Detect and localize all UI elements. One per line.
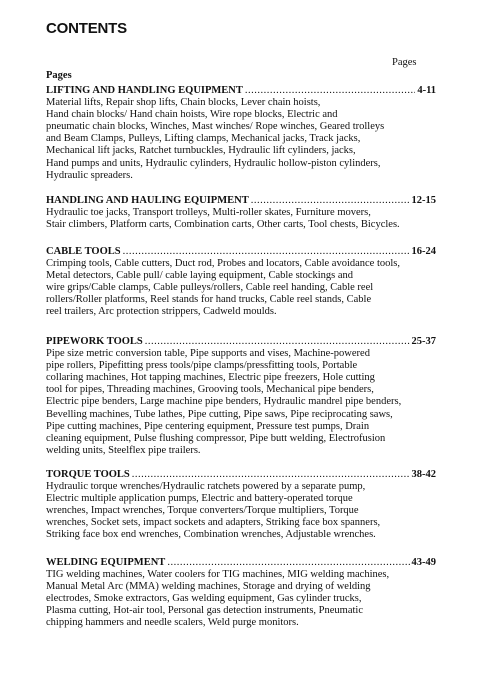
- section-heading[interactable]: [46, 195, 436, 207]
- leader-dots: [245, 85, 415, 97]
- page-range: 43-49: [411, 557, 436, 568]
- page-title: CONTENTS: [46, 20, 127, 37]
- description-line: cleaning equipment, Pulse flushing compressor, Pipe butt welding, Electrofusion: [46, 432, 386, 444]
- description-line: Crimping tools, Cable cutters, Duct rod, Probes and locators, Cable avoidance tools,: [46, 258, 401, 270]
- description-line: rollers/Roller platforms, Reel stands for hand trucks, Cable reel stands, Cable: [46, 294, 372, 306]
- description-line: chipping hammers and needle scalers, Weld purge monitors.: [46, 617, 299, 629]
- section-torque-tools: [46, 469, 436, 542]
- description-line: pneumatic chain blocks, Winches, Mast winches/ Rope winches, Geared trolleys: [46, 121, 385, 133]
- description-line: Manual Metal Arc (MMA) welding machines, Storage and drying of welding: [46, 581, 371, 593]
- leader-dots: [123, 246, 410, 258]
- section-title: LIFTING AND HANDLING EQUIPMENT: [46, 85, 243, 96]
- section-heading[interactable]: [46, 557, 436, 569]
- section-cable-tools: [46, 246, 436, 319]
- page-range: 12-15: [411, 195, 436, 206]
- section-pipework-tools: [46, 336, 436, 457]
- section-heading[interactable]: [46, 336, 436, 348]
- section-lifting-handling: [46, 85, 436, 182]
- section-description: [46, 569, 436, 629]
- description-line: Hydraulic spreaders.: [46, 169, 133, 181]
- section-welding-equipment: [46, 557, 436, 630]
- leader-dots: [145, 336, 410, 348]
- pages-column-label: Pages: [392, 57, 417, 68]
- description-line: and Beam Clamps, Pulleys, Lifting clamps, Mechanical jacks, Track jacks,: [46, 133, 361, 145]
- description-line: Stair climbers, Platform carts, Combination carts, Other carts, Tool chests, Bicycles.: [46, 219, 400, 231]
- leader-dots: [132, 469, 410, 481]
- description-line: wrenches, Socket sets, impact sockets and adapters, Striking face box spanners,: [46, 517, 381, 529]
- description-line: collaring machines, Hot tapping machines, Electric pipe freezers, Hole cutting: [46, 372, 375, 384]
- description-line: Metal detectors, Cable pull/ cable laying equipment, Cable stockings and: [46, 270, 354, 282]
- section-title: TORQUE TOOLS: [46, 469, 130, 480]
- section-handling-hauling: [46, 195, 436, 231]
- description-line: Hydraulic torque wrenches/Hydraulic ratchets powered by a separate pump,: [46, 481, 366, 493]
- section-title: PIPEWORK TOOLS: [46, 336, 143, 347]
- leader-dots: [167, 557, 409, 569]
- section-description: [46, 207, 436, 231]
- section-description: [46, 481, 436, 541]
- page-range: 38-42: [411, 469, 436, 480]
- description-line: Mechanical lift jacks, Ratchet turnbuckles, Hydraulic lift cylinders, jacks,: [46, 145, 356, 157]
- page-range: 16-24: [411, 246, 436, 257]
- description-line: wire grips/Cable clamps, Cable pulleys/rollers, Cable reel handing, Cable reel: [46, 282, 374, 294]
- description-line: pipe rollers, Pipefitting press tools/pipe clamps/pressfitting tools, Portable: [46, 360, 358, 372]
- description-line: electrodes, Smoke extractors, Gas welding equipment, Gas cylinder trucks,: [46, 593, 362, 605]
- description-line: welding units, Steelflex pipe trailers.: [46, 444, 201, 456]
- description-line: TIG welding machines, Water coolers for TIG machines, MIG welding machines,: [46, 569, 390, 581]
- page-range: 25-37: [411, 336, 436, 347]
- description-line: Pipe size metric conversion table, Pipe supports and vises, Machine-powered: [46, 348, 370, 360]
- description-line: Bevelling machines, Tube lathes, Pipe cutting, Pipe saws, Pipe reciprocating saws,: [46, 408, 393, 420]
- section-description: [46, 97, 436, 182]
- description-line: Pipe cutting machines, Pipe centering equipment, Pressure test pumps, Drain: [46, 420, 370, 432]
- section-title: WELDING EQUIPMENT: [46, 557, 166, 568]
- description-line: Striking face box end wrenches, Combination wrenches, Adjustable wrenches.: [46, 529, 376, 541]
- page-range: 4-11: [417, 85, 436, 96]
- section-heading[interactable]: [46, 85, 436, 97]
- description-line: Hand pumps and units, Hydraulic cylinders, Hydraulic hollow-piston cylinders,: [46, 157, 381, 169]
- pages-label: Pages: [46, 70, 72, 81]
- section-heading[interactable]: [46, 246, 436, 258]
- description-line: Electric pipe benders, Large machine pipe benders, Hydraulic mandrel pipe benders,: [46, 396, 402, 408]
- description-line: wrenches, Impact wrenches, Torque converters/Torque multipliers, Torque: [46, 505, 359, 517]
- section-description: [46, 348, 436, 457]
- section-description: [46, 258, 436, 318]
- description-line: Hydraulic toe jacks, Transport trolleys, Multi-roller skates, Furniture movers,: [46, 207, 371, 219]
- section-title: CABLE TOOLS: [46, 246, 121, 257]
- description-line: Plasma cutting, Hot-air tool, Personal gas detection instruments, Pneumatic: [46, 605, 363, 617]
- description-line: reel trailers, Arc protection strippers, Cadweld moulds.: [46, 306, 277, 318]
- section-heading[interactable]: [46, 469, 436, 481]
- description-line: Hand chain blocks/ Hand chain hoists, Wire rope blocks, Electric and: [46, 109, 338, 121]
- description-line: Material lifts, Repair shop lifts, Chain blocks, Lever chain hoists,: [46, 97, 321, 109]
- section-title: HANDLING AND HAULING EQUIPMENT: [46, 195, 249, 206]
- description-line: Electric multiple application pumps, Electric and battery-operated torque: [46, 493, 353, 505]
- leader-dots: [251, 195, 410, 207]
- description-line: tool for pipes, Threading machines, Grooving tools, Mechanical pipe benders,: [46, 384, 374, 396]
